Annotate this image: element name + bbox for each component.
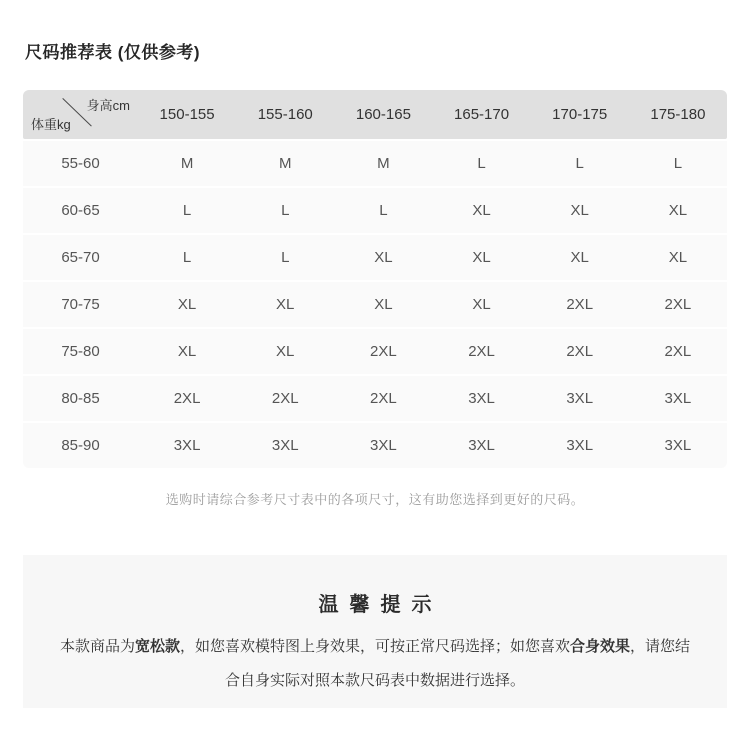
size-cell: 2XL xyxy=(334,329,432,374)
size-cell: M xyxy=(236,141,334,186)
table-header-row xyxy=(23,90,727,139)
page-title: 尺码推荐表 (仅供参考) xyxy=(25,43,201,62)
size-cell: L xyxy=(432,141,530,186)
size-cell: 2XL xyxy=(531,329,629,374)
size-cell: 3XL xyxy=(334,423,432,468)
table-row xyxy=(23,423,727,468)
size-cell: XL xyxy=(236,329,334,374)
weight-axis-label: 体重kg xyxy=(31,117,71,132)
table-header xyxy=(23,90,727,139)
tips-text-segment: 本款商品为 xyxy=(59,638,135,655)
table-row xyxy=(23,376,727,421)
size-cell: 3XL xyxy=(236,423,334,468)
size-cell: 2XL xyxy=(138,376,236,421)
size-cell: 3XL xyxy=(531,423,629,468)
size-cell: XL xyxy=(629,235,727,280)
size-cell: 3XL xyxy=(138,423,236,468)
warm-tips-box xyxy=(23,555,727,708)
size-cell: XL xyxy=(334,282,432,327)
size-cell: 3XL xyxy=(629,376,727,421)
size-cell: XL xyxy=(138,282,236,327)
size-cell: L xyxy=(629,141,727,186)
size-cell: L xyxy=(236,188,334,233)
warm-tips-text xyxy=(53,630,697,698)
size-cell: 3XL xyxy=(432,376,530,421)
tips-text-segment-bold: 宽松款 xyxy=(134,638,180,655)
size-cell: 3XL xyxy=(531,376,629,421)
column-header-height-2: 155-160 xyxy=(236,90,334,139)
size-cell: 2XL xyxy=(432,329,530,374)
size-cell: XL xyxy=(236,282,334,327)
size-cell: 2XL xyxy=(629,329,727,374)
weight-range-cell: 70-75 xyxy=(23,282,138,327)
table-row xyxy=(23,329,727,374)
size-cell: 2XL xyxy=(236,376,334,421)
column-header-height-3: 160-165 xyxy=(334,90,432,139)
table-row xyxy=(23,282,727,327)
table-row xyxy=(23,235,727,280)
weight-range-cell: 60-65 xyxy=(23,188,138,233)
tips-text-segment-bold: 合身效果 xyxy=(570,638,631,655)
size-cell: L xyxy=(531,141,629,186)
size-cell: 2XL xyxy=(334,376,432,421)
size-cell: M xyxy=(138,141,236,186)
table-row xyxy=(23,141,727,186)
weight-range-cell: 65-70 xyxy=(23,235,138,280)
size-recommendation-table xyxy=(23,88,727,470)
size-cell: 2XL xyxy=(629,282,727,327)
size-cell: L xyxy=(138,235,236,280)
size-cell: XL xyxy=(531,188,629,233)
size-cell: XL xyxy=(138,329,236,374)
weight-range-cell: 75-80 xyxy=(23,329,138,374)
diagonal-corner-cell xyxy=(23,90,138,139)
weight-range-cell: 80-85 xyxy=(23,376,138,421)
tips-text-segment: ，如您喜欢模特图上身效果，可按正常尺码选择；如您喜欢 xyxy=(179,638,570,655)
size-cell: 2XL xyxy=(531,282,629,327)
size-cell: XL xyxy=(432,188,530,233)
table-row xyxy=(23,188,727,233)
size-cell: XL xyxy=(531,235,629,280)
tips-text-segment: ，请您结合自身实际对照本款尺码表中数据进行选择。 xyxy=(224,638,691,689)
size-cell: XL xyxy=(432,282,530,327)
size-cell: L xyxy=(236,235,334,280)
column-header-height-1: 150-155 xyxy=(138,90,236,139)
column-header-height-6: 175-180 xyxy=(629,90,727,139)
size-cell: XL xyxy=(629,188,727,233)
column-header-height-5: 170-175 xyxy=(531,90,629,139)
size-cell: L xyxy=(334,188,432,233)
size-cell: 3XL xyxy=(629,423,727,468)
size-cell: L xyxy=(138,188,236,233)
weight-range-cell: 55-60 xyxy=(23,141,138,186)
height-axis-label: 身高cm xyxy=(86,98,130,113)
size-cell: 3XL xyxy=(432,423,530,468)
column-header-height-4: 165-170 xyxy=(432,90,530,139)
weight-range-cell: 85-90 xyxy=(23,423,138,468)
size-cell: XL xyxy=(334,235,432,280)
warm-tips-heading: 温馨提示 xyxy=(318,594,443,616)
size-cell: XL xyxy=(432,235,530,280)
size-cell: M xyxy=(334,141,432,186)
selection-advice-note: 选购时请综合参考尺寸表中的各项尺寸，这有助您选择到更好的尺码。 xyxy=(165,492,585,507)
table-body xyxy=(23,141,727,468)
